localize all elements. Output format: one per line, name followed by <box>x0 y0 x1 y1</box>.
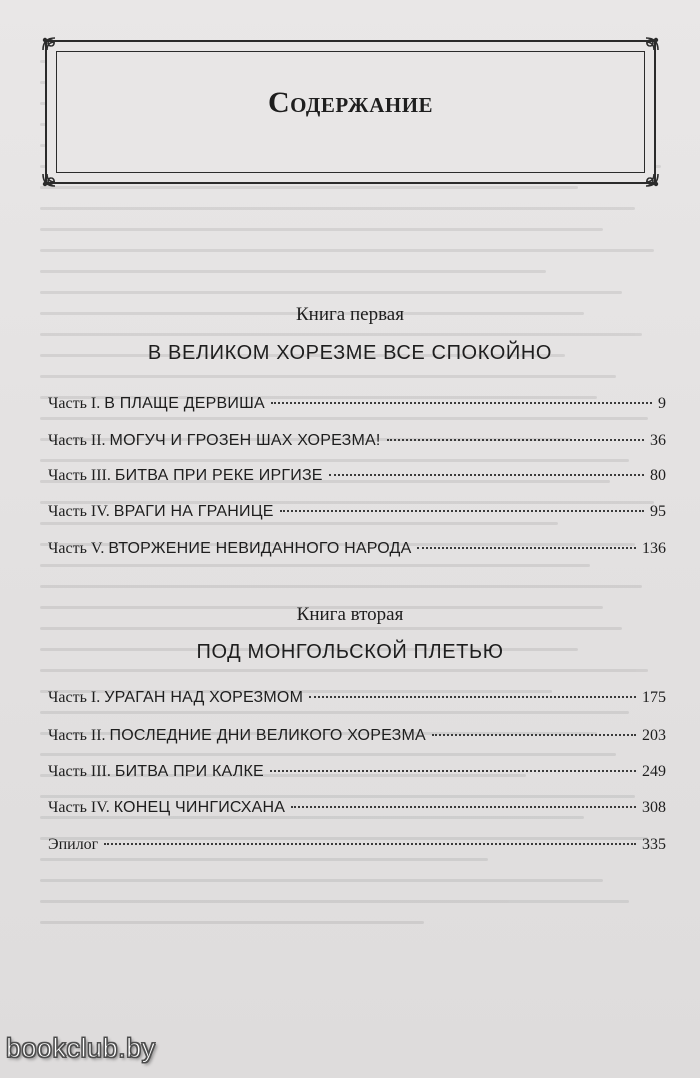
dot-leader <box>280 510 644 512</box>
ornament-corner-icon <box>632 36 660 64</box>
toc-entry-part: Часть I. <box>48 689 101 706</box>
toc-entry[interactable] <box>48 467 666 493</box>
site-watermark: bookclub.by <box>6 1033 156 1063</box>
toc-entry-page: 9 <box>658 395 666 412</box>
toc-entry-epilogue[interactable] <box>48 836 666 862</box>
toc-entry-part: Часть III. <box>48 763 111 780</box>
ornament-corner-icon <box>41 36 69 64</box>
toc-entry-title: УРАГАН НАД ХОРЕЗМОМ <box>104 689 304 706</box>
toc-entry-page: 175 <box>642 689 666 706</box>
toc-entry-part: Часть I. <box>48 395 101 412</box>
toc-entry-title: БИТВА ПРИ КАЛКЕ <box>114 763 264 780</box>
toc-entry-title: МОГУЧ И ГРОЗЕН ШАХ ХОРЕЗМА! <box>109 432 381 449</box>
toc-entry-page: 80 <box>650 467 666 484</box>
toc-entry-part: Часть V. <box>48 540 105 557</box>
dot-leader <box>270 770 636 772</box>
toc-entry-page: 335 <box>642 836 666 853</box>
toc-entry-title: ВРАГИ НА ГРАНИЦЕ <box>113 503 274 520</box>
toc-entry-page: 36 <box>650 432 666 449</box>
toc-entry-part: Часть III. <box>48 467 111 484</box>
toc-entry[interactable] <box>48 432 666 458</box>
toc-entry[interactable] <box>48 540 666 566</box>
dot-leader <box>417 547 636 549</box>
dot-leader <box>291 806 636 808</box>
book-2-label: Книга вторая <box>296 604 404 625</box>
toc-entry[interactable] <box>48 799 666 825</box>
toc-entry-part: Часть II. <box>48 432 106 449</box>
page-title: Содержание <box>267 86 434 119</box>
toc-entry-part: Часть IV. <box>48 503 110 520</box>
toc-entry[interactable] <box>48 503 666 529</box>
toc-entry-title: В ПЛАЩЕ ДЕРВИША <box>104 395 265 412</box>
book-1-label: Книга первая <box>296 304 404 325</box>
toc-entry-part: Часть IV. <box>48 799 110 816</box>
dot-leader <box>432 734 636 736</box>
toc-entry[interactable] <box>48 395 666 421</box>
toc-entry-title: ВТОРЖЕНИЕ НЕВИДАННОГО НАРОДА <box>108 540 412 557</box>
toc-entry-title: БИТВА ПРИ РЕКЕ ИРГИЗЕ <box>114 467 323 484</box>
dot-leader <box>329 474 644 476</box>
toc-entry-page: 95 <box>650 503 666 520</box>
toc-entry[interactable] <box>48 727 666 753</box>
book-2-title: ПОД МОНГОЛЬСКОЙ ПЛЕТЬЮ <box>196 641 504 663</box>
toc-entry-part: Часть II. <box>48 727 106 744</box>
toc-entry-title: Эпилог <box>48 836 99 853</box>
dot-leader <box>309 696 636 698</box>
toc-entry-page: 308 <box>642 799 666 816</box>
title-frame <box>45 40 656 184</box>
toc-entry[interactable] <box>48 763 666 789</box>
toc-entry-page: 203 <box>642 727 666 744</box>
book-1-title: В ВЕЛИКОМ ХОРЕЗМЕ ВСЕ СПОКОЙНО <box>147 342 553 364</box>
dot-leader <box>387 439 644 441</box>
toc-entry-page: 249 <box>642 763 666 780</box>
ornament-corner-icon <box>632 160 660 188</box>
dot-leader <box>104 843 636 845</box>
ornament-corner-icon <box>41 160 69 188</box>
toc-entry-page: 136 <box>642 540 666 557</box>
toc-entry-title: КОНЕЦ ЧИНГИСХАНА <box>113 799 286 816</box>
toc-entry[interactable] <box>48 689 666 715</box>
toc-entry-title: ПОСЛЕДНИЕ ДНИ ВЕЛИКОГО ХОРЕЗМА <box>109 727 426 744</box>
dot-leader <box>271 402 652 404</box>
